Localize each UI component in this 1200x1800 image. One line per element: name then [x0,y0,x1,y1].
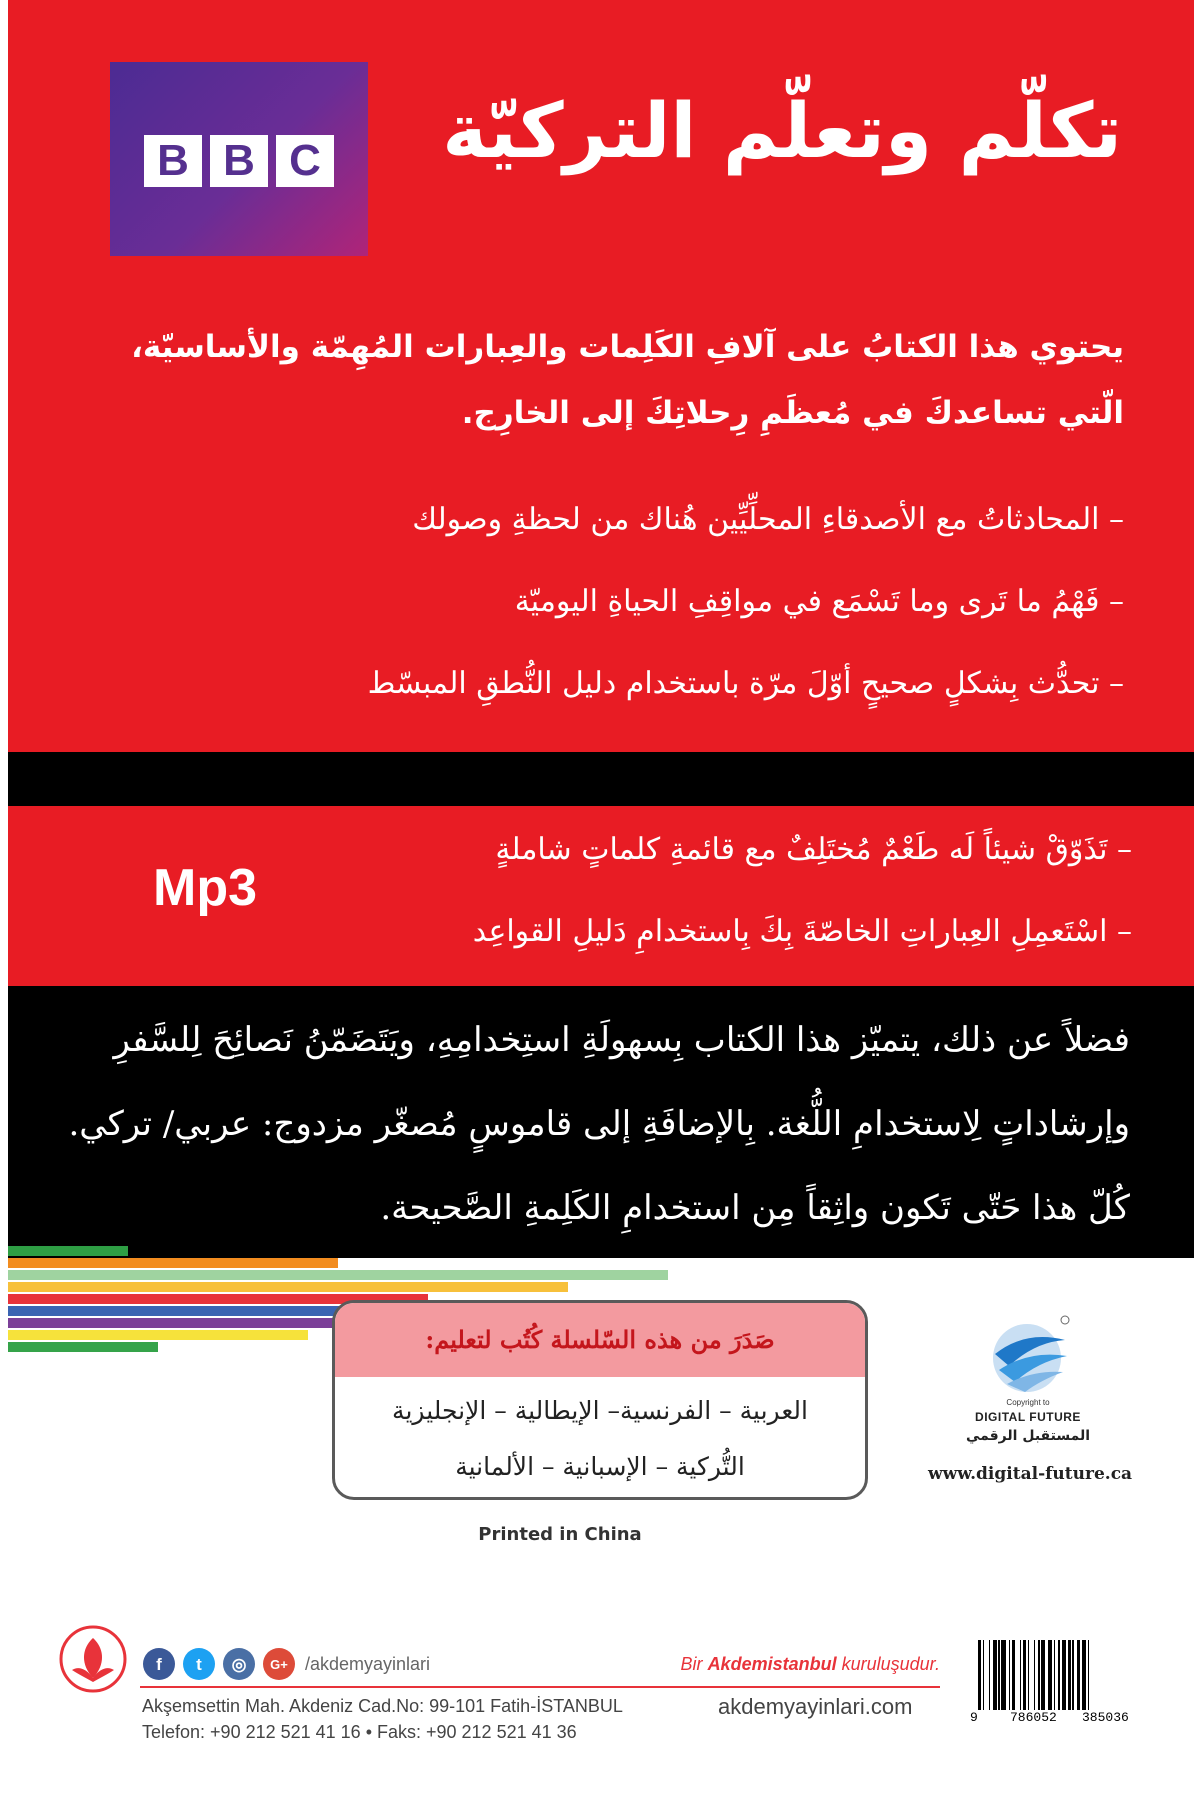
series-heading: صَدَرَ من هذه السّلسلة كُتُب لتعليم: [335,1303,865,1377]
stripe [8,1258,338,1268]
barcode-group-1: 786052 [1010,1710,1057,1725]
digital-future-url[interactable]: www.digital-future.ca [927,1464,1133,1484]
akdem-tagline [650,1654,940,1675]
feature-item: – تحدُّث بِشكلٍ صحيحٍ أوّلَ مرّة باستخدام دليل النُّطقِ المبسّط [367,666,1124,701]
social-handle: /akdemyayinlari [305,1653,431,1674]
facebook-icon[interactable]: f [143,1648,175,1680]
footer-divider [140,1686,940,1688]
publisher-website[interactable]: akdemyayinlari.com [718,1694,913,1719]
stripe [8,1306,388,1316]
bbc-logo [110,62,368,256]
barcode-bars [978,1640,1148,1710]
intro-paragraph: يحتوي هذا الكتابُ على آلافِ الكَلِمات والعِبارات المُهِمّة والأساسيّة، الّتي تساعدكَ في مُعظَمِ رِحلاتِكَ إلى الخارِج. [131,329,1124,431]
digital-future-globe-icon [985,1310,1075,1400]
stripe [8,1270,668,1280]
printed-in-label: Printed in China [478,1524,642,1545]
mp3-label: Mp3 [153,859,257,917]
middle-red-panel [8,806,1194,986]
bbc-letter-c: C [276,135,334,187]
publisher-address: Akşemsettin Mah. Akdeniz Cad.No: 99-101 Fatih-İSTANBUL [142,1696,623,1716]
tagline-suffix: kuruluşudur. [841,1654,940,1674]
instagram-icon[interactable]: ◎ [223,1648,255,1680]
stripe [8,1282,568,1292]
black-description-panel [8,986,1194,1258]
feature-item: – المحادثاتُ مع الأصدقاءِ المحلِّيِّين هُناك من لحظةِ وصولك [412,502,1124,537]
stripe [8,1342,158,1352]
publisher-phones: Telefon: +90 212 521 41 16 • Faks: +90 212 521 41 36 [142,1722,577,1742]
tagline-prefix: Bir [680,1654,703,1674]
feature-item: – تَذَوّقْ شيئاً لَه طَعْمٌ مُختَلِفٌ مع قائمةِ كلماتٍ شاملةٍ [495,832,1132,867]
feature-item: – اسْتَعمِلِ العِباراتِ الخاصّةَ بِكَ بِاستخدامِ دَليلِ القواعِد [472,914,1132,949]
digital-future-arabic-name: المستقبل الرقمي [965,1428,1091,1444]
feature-item: – فَهْمُ ما تَرى وما تَسْمَع في مواقِفِ الحياةِ اليوميّة [514,584,1124,619]
digital-future-copyright: Copyright to [1006,1398,1050,1407]
tagline-brand: Akdemistanbul [707,1654,837,1674]
feature-list-top [74,490,1124,736]
barcode-lead-digit: 9 [970,1710,978,1725]
series-languages-line-2: التُّركية – الإسبانية – الألمانية [455,1452,745,1481]
barcode-bar [1089,1640,1092,1710]
book-title: تكلّم وتعلّم التركيّة [442,86,1122,175]
bbc-letter-b2: B [210,135,268,187]
stripe [8,1246,128,1256]
stripe [8,1318,338,1328]
top-red-panel [8,0,1194,752]
twitter-icon[interactable]: t [183,1648,215,1680]
barcode-group-2: 385036 [1082,1710,1129,1725]
stripe [8,1330,308,1340]
bbc-logo-letters [144,135,334,187]
feature-list-middle [232,820,1132,984]
digital-future-name: DIGITAL FUTURE [975,1410,1081,1424]
series-info-box [332,1300,868,1500]
series-languages-line-1: العربية – الفرنسية– الإيطالية – الإنجليزية [392,1396,808,1425]
description-paragraph: فضلاً عن ذلك، يتميّز هذا الكتاب بِسهولَةِ استِخدامِهِ، ويَتَضَمّنُ نَصائِحَ لِلسَّفرِ وإرشاداتٍ لِاستخدامِ اللُّغة. بِالإضافَةِ إلى قاموسٍ مُصغّر مزدوج: عربي/ تركي. كُلّ هذا حَتّى تَكون واثِقاً مِن استخدامِ الكَلِمةِ الصَّحيحة. [68,1020,1130,1228]
social-links [143,1648,430,1680]
isbn-barcode [970,1640,1148,1730]
google-plus-icon[interactable]: G+ [263,1648,295,1680]
akdem-tulip-logo-icon [58,1624,128,1694]
black-divider-strip [8,752,1194,806]
bbc-letter-b1: B [144,135,202,187]
